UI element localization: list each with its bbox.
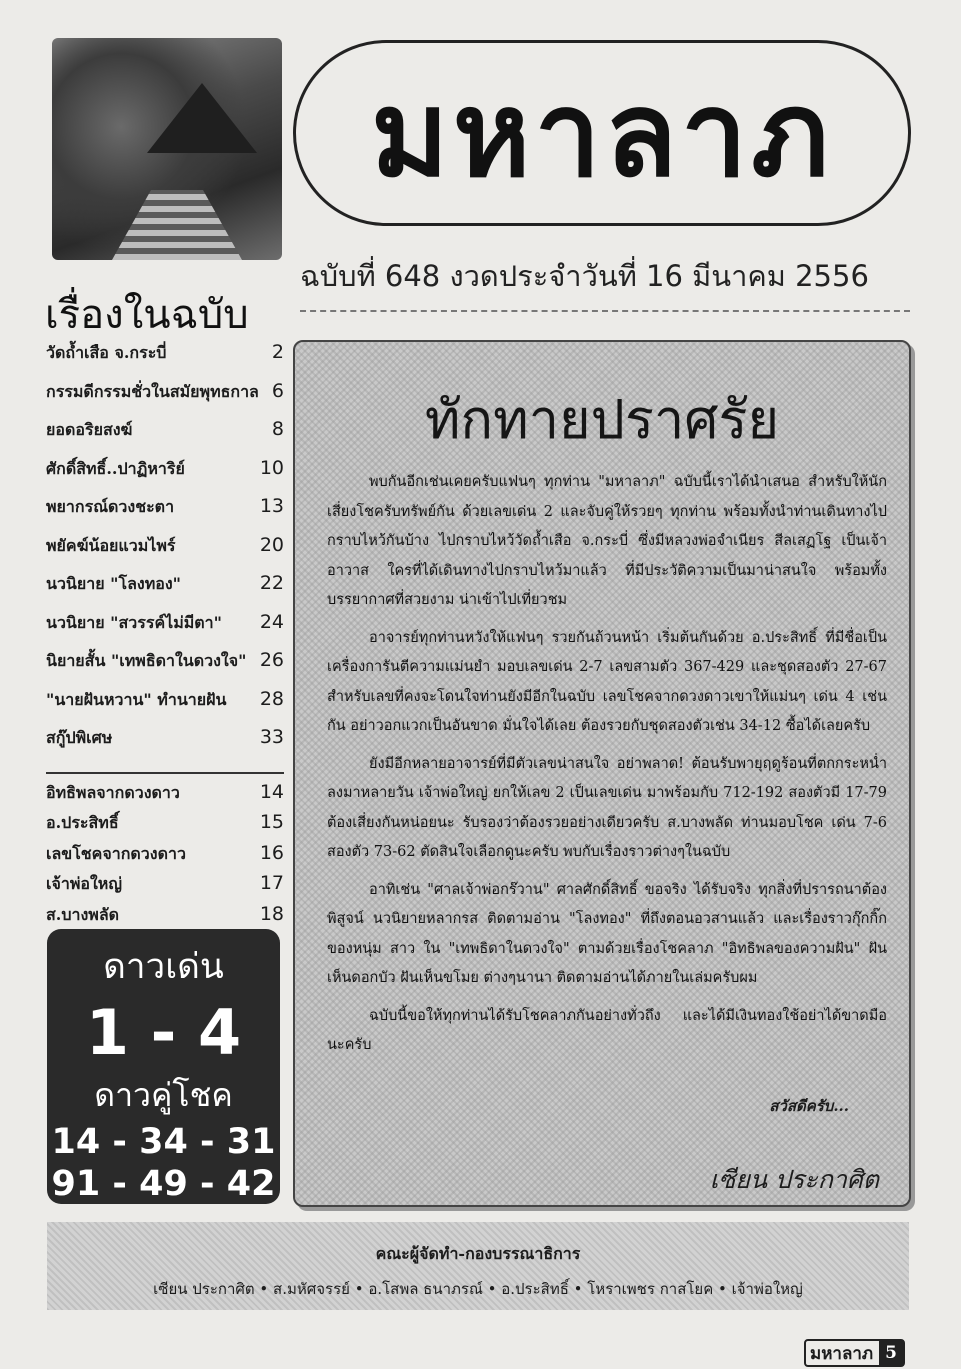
toc-label: อิทธิพลจากดวงดาว [46,782,180,802]
toc-page: 24 [259,610,284,633]
toc-label: สกู๊ปพิเศษ [46,728,113,747]
staff-names: เซียน ประกาศิต • ส.มหัศจรรย์ • อ.โสพล ธนาภรณ์ • อ.ประสิทธิ์ • โหราเพชร กาสโยค • เจ้าพ่อใหญ่ [153,1280,803,1298]
divider [300,310,910,316]
toc-label: กรรมดีกรรมชั่วในสมัยพุทธกาล [46,381,259,401]
staff-title: คณะผู้จัดทำ-กองบรรณาธิการ [375,1244,581,1263]
toc-item[interactable] [46,494,284,533]
toc-label: เลขโชคจากดวงดาว [46,843,186,863]
toc-item[interactable] [46,902,284,933]
toc-page: 8 [271,418,284,440]
toc-label: อ.ประสิทธิ์ [46,813,119,832]
toc-page: 17 [259,872,284,894]
toc-label: ยอดอริยสงฆ์ [46,420,133,439]
toc-label: เจ้าพ่อใหญ่ [46,874,122,893]
toc-label: ส.บางพลัด [46,904,120,924]
editorial-paragraph: ยังมีอีกหลายอาจารย์ที่มีตัวเลขน่าสนใจ อย่าพลาด! ต้อนรับพายุฤดูร้อนที่ตกกระหน่ำลงมาหลายวัน เจ้าพ่อใหญ่ ยกให้เลข 2 เป็นเลขเด่น มาพร้อมกับ 712-192 สองตัวมี 17-79 ต้องเสี่ยงกันหน่อยนะ รับรองว่าต้องรวยอย่างเดียวครับ ส.บางพลัด ท่านมอบโชค เด่น 7-6 สองตัว 73-62 ตัดสินใจเลือกดูนะครับ พบกับเรื่องราวต่างๆในฉบับ [327,755,887,860]
editorial-title: ทักทายปราศรัย [424,388,780,451]
toc-page: 20 [259,533,284,556]
toc-item[interactable] [46,648,284,687]
editorial-closing: สวัสดีครับ... [769,1097,849,1115]
page-footer [804,1339,905,1367]
toc-item[interactable] [46,780,284,811]
lucky-pairs-row-2: 91 - 49 - 42 [51,1164,276,1204]
toc-page: 33 [259,726,284,748]
editorial-paragraph: อาทิเช่น "ศาลเจ้าพ่อกร๊วาน" ศาลศักดิ์สิทธิ์ ขอจริง ได้รับจริง ทุกสิ่งที่ปรารถนาต้องพิสูจน์ นวนิยายหลากรส ติดตามอ่าน "โลงทอง" ที่ถึงตอนอวสานแล้ว และเรื่องราวกุ๊กกิ๊กของหนุ่ม สาว ใน "เทพธิดาในดวงใจ" ตามด้วยเรื่องโชคลาภ "อิทธิพลของความฝัน" ฝันเห็นดอกบัว ฝันเห็นขโมย ต่างๆนานา ติดตามอ่านได้ภายในเล่มครับผม [327,881,887,986]
toc-label: พยัคฆ์น้อยแวมไพร์ [46,535,176,555]
toc-item[interactable] [46,533,284,572]
toc-label: "นายฝันหวาน" ทำนายฝัน [46,689,227,709]
editorial-signature: เซียน ประกาศิต [709,1165,879,1194]
table-of-contents [46,340,284,932]
toc-label: พยากรณ์ดวงชะตา [46,497,175,516]
lucky-pairs-row-1: 14 - 34 - 31 [51,1122,276,1162]
toc-page: 13 [259,495,284,517]
lucky-stars-title: ดาวเด่น [103,947,224,987]
toc-item[interactable] [46,725,284,764]
toc-page: 2 [271,341,284,363]
editorial-paragraph: ฉบับนี้ขอให้ทุกท่านได้รับโชคลาภกันอย่างทั่วถึง และได้มีเงินทองใช้อย่าได้ขาดมือนะครับ [327,1007,887,1053]
toc-page: 22 [259,572,284,594]
toc-page: 14 [259,780,284,803]
toc-item[interactable] [46,456,284,495]
editorial-paragraph: พบกันอีกเช่นเคยครับแฟนๆ ทุกท่าน "มหาลาภ" ฉบับนี้เราได้นำเสนอ สำหรับให้นักเสี่ยงโชครับทรัพย์กัน ด้วยเลขเด่น 2 และจับคู่ให้รวยๆ ทุกท่าน พร้อมทั้งนำท่านเดินทางไปกราบไหว้กันบ้าง ไปกราบไหว้วัดถ้ำเสือ จ.กระบี่ ซึ่งมีหลวงพ่อจำเนียร สีลเสฏโฐ เป็นเจ้าอาวาส ใครที่ได้เดินทางไปกราบไหว้มาแล้ว ที่มีประวัติความเป็นมาน่าสนใจ พร้อมทั้งบรรยากาศที่สวยงาม น่าเข้าไปเที่ยวชม [327,474,887,608]
masthead-logo [293,40,911,226]
toc-item[interactable] [46,417,284,456]
logo-text: มหาลาภ [370,64,834,203]
toc-item[interactable] [46,340,284,379]
editorial-paragraph: อาจารย์ทุกท่านหวังให้แฟนๆ รวยกันถ้วนหน้า เริ่มต้นกันด้วย อ.ประสิทธิ์ ที่มีชื่อเป็นเครื่องการันตีความแม่นยำ มอบเลขเด่น 2-7 เลขสามตัว 367-429 และชุดสองตัว 27-67 สำหรับเลขที่คงจะโดนใจท่านยังมีอีกในฉบับ เลขโชคจากดวงดาวเขาให้แม่นๆ เด่น 4 เช่นกัน อย่าวอกแวกเป็นอันขาด มั่นใจได้เลย ต้องรวยกับชุดสองตัวเช่น 34-12 ซื้อได้เลยครับ [327,629,887,734]
toc-page: 10 [259,456,284,479]
toc-title: เรื่องในฉบับ [45,292,249,338]
toc-item[interactable] [46,610,284,649]
toc-label: วัดถ้ำเสือ จ.กระบี่ [46,343,167,362]
page-number: 5 [879,1341,903,1365]
toc-label: นิยายสั้น "เทพธิดาในดวงใจ" [46,651,247,670]
toc-page: 15 [259,811,284,833]
toc-item[interactable] [46,571,284,610]
toc-label: ศักดิ์สิทธิ์..ปาฏิหาริย์ [46,458,185,478]
toc-page: 18 [259,902,284,925]
toc-page: 26 [259,649,284,671]
editorial-box [293,340,911,1207]
toc-page: 28 [259,687,284,710]
toc-item[interactable] [46,810,284,841]
temple-roof [147,83,257,153]
toc-page: 6 [271,379,284,402]
toc-item[interactable] [46,379,284,418]
toc-divider [46,772,284,774]
toc-page: 16 [259,841,284,864]
toc-label: นวนิยาย "สวรรค์ไม่มีตา" [46,612,222,632]
issue-line: ฉบับที่ 648 งวดประจำวันที่ 16 มีนาคม 2556 [300,259,869,293]
temple-steps [112,190,242,260]
temple-photo [52,38,282,260]
toc-item[interactable] [46,687,284,726]
staff-credits [47,1222,909,1310]
lucky-pairs-title: ดาวคู่โชค [94,1076,233,1114]
toc-item[interactable] [46,841,284,872]
toc-item[interactable] [46,871,284,902]
lucky-main-numbers: 1 - 4 [85,996,242,1069]
toc-label: นวนิยาย "โลงทอง" [46,574,182,593]
editorial-body [327,468,887,1069]
footer-brand: มหาลาภ [810,1343,874,1364]
lucky-stars-box [47,929,280,1204]
